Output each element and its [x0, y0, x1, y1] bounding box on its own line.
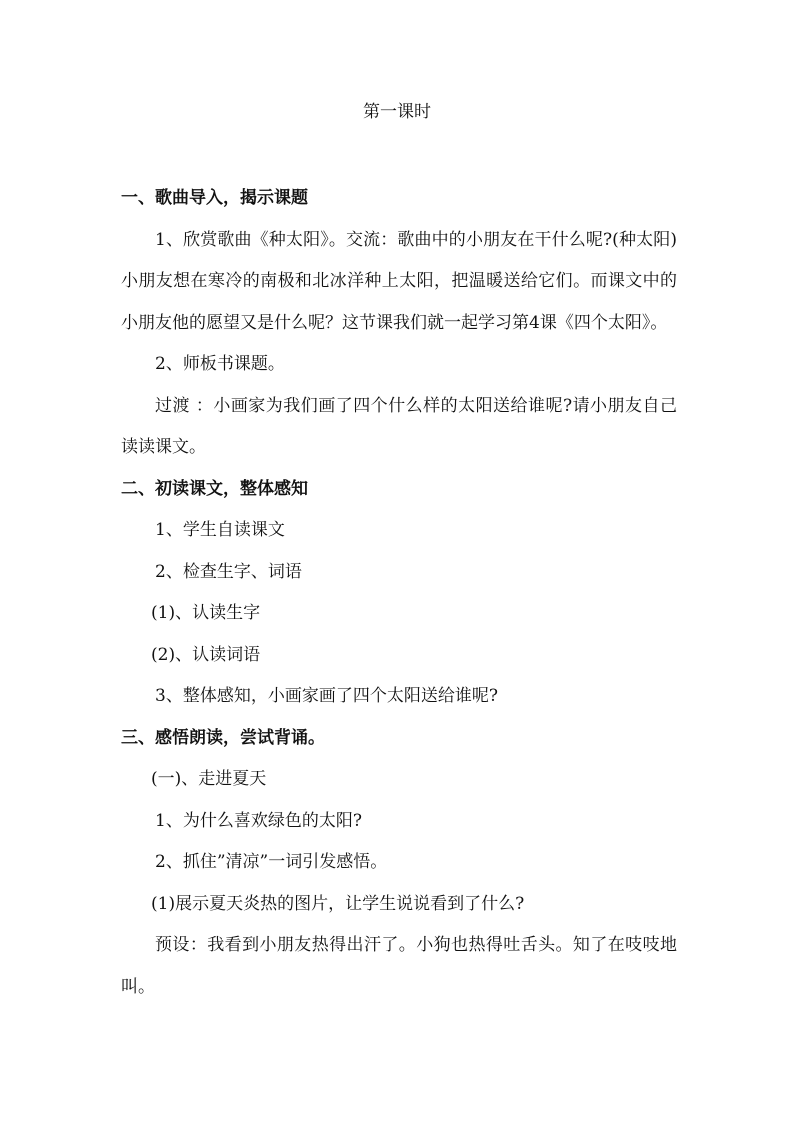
section-1-paragraph-2: 2、师板书课题。: [155, 354, 285, 374]
section-1-paragraph-1: 1、欣赏歌曲《种太阳》。交流：歌曲中的小朋友在干什么呢?(种太阳)小朋友想在寒冷的南极和北冰洋种上太阳，把温暖送给它们。而课文中的小朋友他的愿望又是什么呢？这节课我们就一起学习第4课《四个太阳》。: [121, 229, 677, 333]
section-2-paragraph-1: 1、学生自读课文: [155, 520, 285, 540]
section-2-paragraph-2: 2、检查生字、词语: [155, 561, 302, 582]
section-3-heading: 三、感悟朗读，尝试背诵。: [121, 727, 325, 748]
section-2-heading: 二、初读课文，整体感知: [121, 478, 308, 499]
section-2-paragraph-5: 3、整体感知，小画家画了四个太阳送给谁呢?: [155, 686, 498, 706]
section-3-paragraph-5: 预设：我看到小朋友热得出汗了。小狗也热得吐舌头。知了在吱吱地叫。: [121, 935, 677, 997]
lesson-title: 第一课时: [363, 102, 431, 122]
section-3-paragraph-1: (一)、走进夏天: [151, 769, 267, 789]
section-3-paragraph-3: 2、抓住”清凉”一词引发感悟。: [155, 852, 388, 872]
section-1-paragraph-3: 过渡 ：小画家为我们画了四个什么样的太阳送给谁呢?请小朋友自己读读课文。: [121, 395, 677, 457]
section-2-paragraph-4: (2)、认读词语: [151, 644, 261, 665]
section-2-paragraph-3: (1)、认读生字: [151, 603, 261, 623]
section-3-paragraph-2: 1、为什么喜欢绿色的太阳?: [155, 810, 362, 831]
document-body: [121, 178, 677, 1008]
section-1-heading: 一、歌曲导入，揭示课题: [121, 188, 308, 208]
section-3-paragraph-4: (1)展示夏天炎热的图片，让学生说说看到了什么?: [151, 893, 525, 914]
